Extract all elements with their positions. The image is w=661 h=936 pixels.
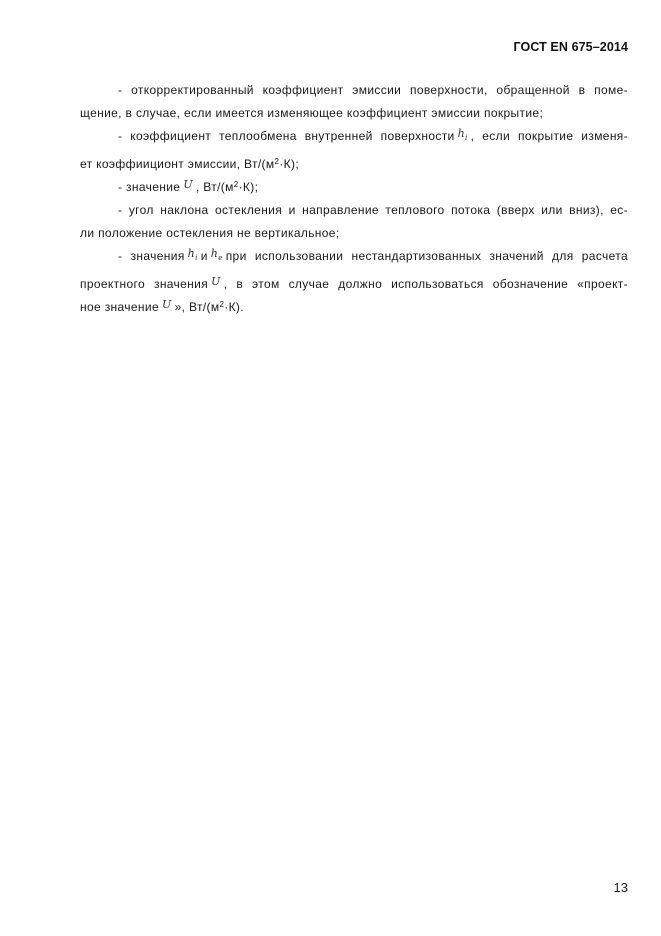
- list-item-line: [80, 125, 628, 153]
- list-item-line: [80, 273, 628, 296]
- text-segment: ное значение: [80, 300, 159, 315]
- superscript: 2: [233, 180, 239, 190]
- text-segment: ·К);: [238, 180, 259, 195]
- list-item-line: - угол наклона остекления и направление теплового потока (вверх или вниз), ес-: [118, 203, 628, 218]
- list-item-line: [80, 245, 628, 273]
- text-segment: ет коэффииционт эмиссии, Вт/(м: [80, 157, 275, 172]
- superscript: 2: [274, 157, 280, 167]
- list-item-line: [80, 153, 628, 176]
- page-number: 13: [613, 880, 628, 895]
- document-code-header: ГОСТ EN 675–2014: [513, 40, 628, 54]
- text-segment: - значение: [118, 180, 181, 195]
- text-segment: при использовании нестандартизованных значений для расчета: [225, 249, 628, 264]
- text-segment: , в этом случае должно использоваться обозначение «проект-: [223, 277, 629, 292]
- list-item-u-value: [80, 176, 628, 199]
- formula-symbol-hi: $h_i$: [187, 247, 198, 263]
- text-segment: , Вт/(м: [195, 180, 234, 195]
- list-item-line: [80, 176, 628, 199]
- text-segment: и: [200, 249, 208, 264]
- text-segment: ·К);: [279, 157, 300, 172]
- list-item-line: щение, в случае, если имеется изменяющее коэффициент эмиссии покрытие;: [80, 106, 544, 120]
- list-item-line: [80, 296, 628, 319]
- text-segment: проектного значения: [80, 277, 209, 292]
- text-segment: », Вт/(м: [174, 300, 220, 315]
- list-item-heat-transfer: [80, 125, 628, 176]
- formula-symbol-hi: $h_i$: [457, 127, 468, 143]
- list-item-emissivity: [80, 79, 628, 125]
- text-segment: , если покрытие изменя-: [470, 129, 629, 143]
- list-item-line: - откорректированный коэффициент эмиссии поверхности, обращенной в поме-: [118, 83, 628, 97]
- formula-symbol-u: U: [183, 178, 193, 192]
- text-segment: - значения: [118, 249, 185, 264]
- list-item-glazing-angle: [80, 199, 628, 245]
- text-segment: - коэффициент теплообмена внутренней поверхности: [118, 129, 455, 143]
- page-body: [80, 79, 628, 319]
- formula-symbol-he: $h_e$: [210, 247, 223, 263]
- list-item-nonstandard-values: [80, 245, 628, 319]
- list-item-line: ли положение остекления не вертикальное;: [80, 226, 340, 241]
- formula-symbol-u: U: [161, 298, 172, 312]
- superscript: 2: [219, 300, 225, 310]
- formula-symbol-u: U: [211, 275, 221, 289]
- text-segment: ·К).: [224, 300, 244, 315]
